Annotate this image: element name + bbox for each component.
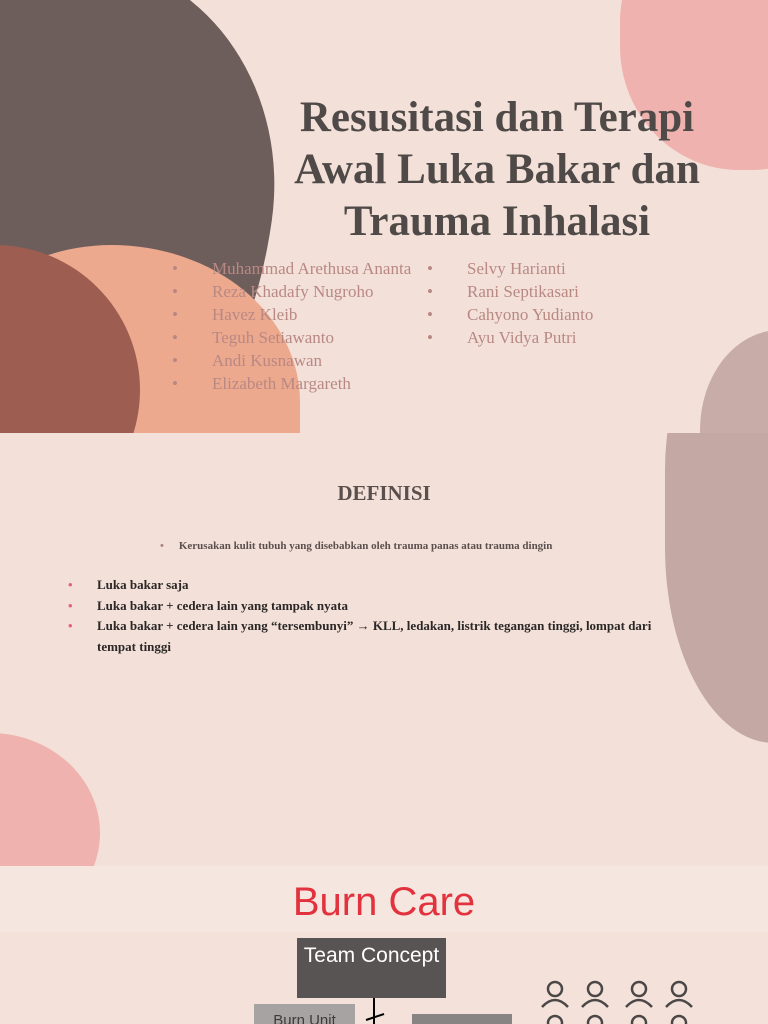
author-name: • Cahyono Yudianto [427, 303, 647, 326]
list-item: • Luka bakar saja [68, 575, 688, 596]
author-name: • Elizabeth Margareth [172, 372, 412, 395]
author-name: • Ayu Vidya Putri [427, 326, 647, 349]
definition-text: • Kerusakan kulit tubuh yang disebabkan oleh trauma panas atau trauma dingin [160, 540, 552, 552]
author-name: • Selvy Harianti [427, 257, 647, 280]
person-icon [542, 982, 692, 1024]
author-list-left [172, 257, 412, 395]
title-slide [0, 0, 768, 433]
org-chart-box [412, 1014, 512, 1024]
author-name: • Havez Kleib [172, 303, 412, 326]
decor-blob-mauve [700, 330, 768, 433]
definition-list [68, 575, 688, 657]
definition-slide [0, 433, 768, 866]
author-name: • Reza Khadafy Nugroho [172, 280, 412, 303]
decor-blob-pink [0, 733, 100, 866]
burn-care-slide [0, 866, 768, 1024]
people-icon-group [538, 977, 698, 1024]
burn-care-title: Burn Care [292, 880, 476, 924]
definition-heading: DEFINISI [337, 481, 431, 505]
team-concept-box: Team Concept [297, 938, 446, 998]
burn-unit-box: Burn Unit [254, 1004, 355, 1024]
list-item: • Luka bakar + cedera lain yang “tersembunyi” → KLL, ledakan, listrik tegangan tinggi, lompat dari tempat tinggi [68, 616, 688, 657]
connector-line [360, 998, 390, 1024]
author-name: • Andi Kusnawan [172, 349, 412, 372]
author-name: • Muhammad Arethusa Ananta [172, 257, 412, 280]
list-item: • Luka bakar + cedera lain yang tampak nyata [68, 596, 688, 617]
presentation-title: Resusitasi dan Terapi Awal Luka Bakar dan Trauma Inhalasi [294, 94, 700, 245]
author-name: • Teguh Setiawanto [172, 326, 412, 349]
author-name: • Rani Septikasari [427, 280, 647, 303]
author-list-right [427, 257, 647, 349]
